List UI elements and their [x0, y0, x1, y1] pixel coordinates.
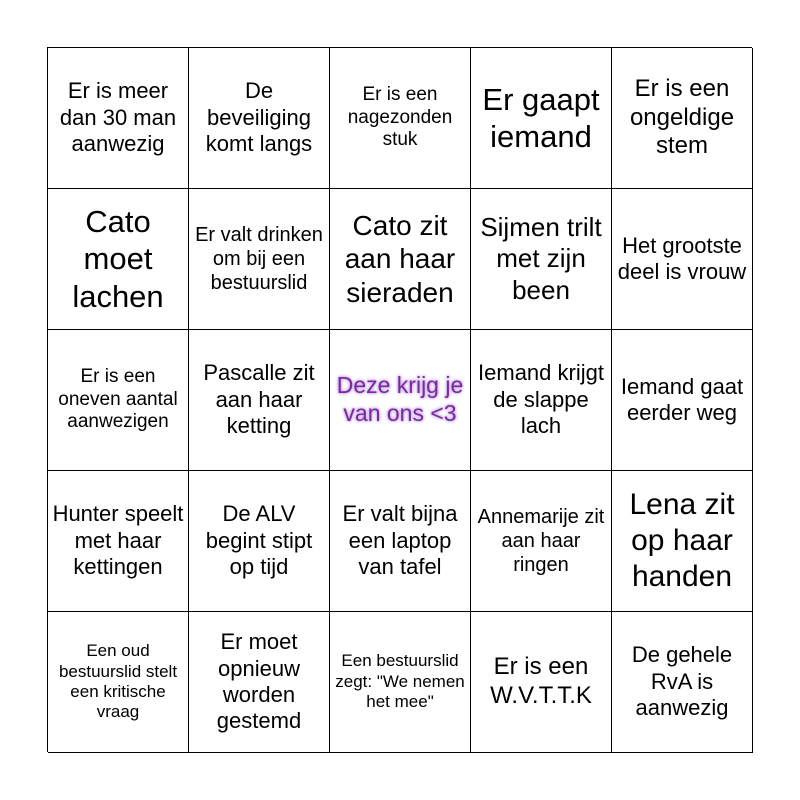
- bingo-cell[interactable]: [189, 471, 330, 612]
- bingo-cell-text: Sijmen trilt met zijn been: [480, 212, 602, 305]
- bingo-cell[interactable]: [612, 471, 753, 612]
- bingo-cell-text: Cato moet lachen: [72, 204, 164, 314]
- bingo-cell-text: Er moet opnieuw worden gestemd: [216, 629, 302, 734]
- bingo-cell-text: De beveiliging komt langs: [205, 78, 313, 157]
- bingo-cell[interactable]: [48, 189, 189, 330]
- bingo-cell-text: Er valt bijna een laptop van tafel: [342, 501, 458, 580]
- bingo-cell-text: Er is een nagezonden stuk: [347, 83, 453, 151]
- bingo-cell-text: Hunter speelt met haar kettingen: [52, 501, 184, 580]
- bingo-cell-text: Annemarije zit aan haar ringen: [477, 506, 605, 576]
- bingo-cell[interactable]: [612, 612, 753, 753]
- bingo-cell[interactable]: [48, 330, 189, 471]
- bingo-cell-text: Cato zit aan haar sieraden: [344, 209, 456, 308]
- bingo-cell[interactable]: [189, 330, 330, 471]
- bingo-cell-text: Er is een ongeldige stem: [629, 74, 735, 160]
- bingo-cell-text: Er is een oneven aantal aanwezigen: [58, 365, 178, 433]
- bingo-cell[interactable]: [471, 612, 612, 753]
- bingo-cell[interactable]: [330, 471, 471, 612]
- bingo-board: [47, 47, 752, 752]
- bingo-cell-text: Een bestuurslid zegt: "We nemen het mee": [335, 651, 465, 712]
- bingo-cell[interactable]: [330, 189, 471, 330]
- free-space-cell[interactable]: [330, 330, 471, 471]
- bingo-cell-text: Er is meer dan 30 man aanwezig: [59, 78, 177, 157]
- bingo-cell[interactable]: [471, 189, 612, 330]
- bingo-cell[interactable]: [612, 330, 753, 471]
- bingo-cell[interactable]: [330, 612, 471, 753]
- bingo-cell-text: Pascalle zit aan haar ketting: [203, 360, 315, 439]
- bingo-cell-text: Iemand gaat eerder weg: [620, 373, 744, 425]
- bingo-cell[interactable]: [471, 48, 612, 189]
- bingo-cell[interactable]: [612, 48, 753, 189]
- free-space-text: Deze krijg je van ons <3: [336, 372, 464, 426]
- bingo-cell-text: Een oud bestuurslid stelt een kritische vraag: [58, 641, 178, 722]
- bingo-cell-text: De gehele RvA is aanwezig: [631, 642, 733, 721]
- bingo-cell-text: Het grootste deel is vrouw: [617, 232, 747, 284]
- bingo-cell[interactable]: [189, 189, 330, 330]
- bingo-cell-text: De ALV begint stipt op tijd: [205, 501, 313, 580]
- bingo-cell[interactable]: [189, 612, 330, 753]
- bingo-cell[interactable]: [471, 330, 612, 471]
- bingo-cell[interactable]: [48, 612, 189, 753]
- bingo-cell[interactable]: [612, 189, 753, 330]
- bingo-cell[interactable]: [330, 48, 471, 189]
- bingo-cell[interactable]: [48, 48, 189, 189]
- bingo-cell-text: Iemand krijgt de slappe lach: [478, 360, 604, 439]
- bingo-cell[interactable]: [48, 471, 189, 612]
- bingo-cell[interactable]: [471, 471, 612, 612]
- bingo-cell-text: Lena zit op haar handen: [629, 488, 735, 593]
- bingo-cell-text: Er gaapt iemand: [482, 81, 600, 154]
- bingo-cell-text: Er valt drinken om bij een bestuurslid: [195, 224, 323, 294]
- bingo-cell[interactable]: [189, 48, 330, 189]
- bingo-cell-text: Er is een W.V.T.T.K: [490, 653, 592, 709]
